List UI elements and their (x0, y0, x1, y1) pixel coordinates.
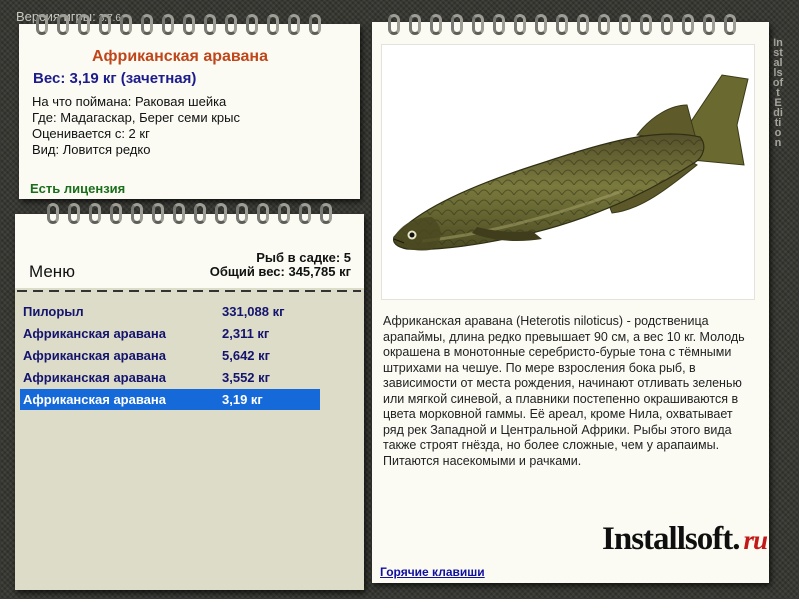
ring-icon (236, 203, 248, 224)
ring-icon (514, 14, 526, 35)
ring-icon (556, 14, 568, 35)
dashed-divider (17, 290, 361, 292)
ring-icon (267, 14, 279, 35)
catch-weight: 3,19 кг (222, 392, 263, 407)
brand-tld: ru (743, 525, 767, 555)
catch-weight: 331,088 кг (222, 304, 285, 319)
ring-icon (47, 203, 59, 224)
ring-icon (152, 203, 164, 224)
ring-icon (535, 14, 547, 35)
ring-icon (724, 14, 736, 35)
ring-icon (110, 203, 122, 224)
ring-icon (57, 14, 69, 35)
version-number: 3.7.6 (98, 13, 121, 24)
ring-icon (89, 203, 101, 224)
catch-row-selected[interactable] (20, 389, 320, 410)
ring-icon (120, 14, 132, 35)
ring-icon (430, 14, 442, 35)
arowana-fish-icon (382, 45, 754, 299)
bottom-card-rings (47, 203, 341, 224)
fish-title: Африканская аравана (92, 48, 268, 65)
ring-icon (278, 203, 290, 224)
catch-name: Пилорыл (23, 304, 84, 319)
edition-side-label: Installsoft Edition (772, 37, 784, 149)
version-text: Версия игры: (16, 9, 96, 24)
catch-name: Африканская аравана (23, 326, 166, 341)
ring-icon (183, 14, 195, 35)
ring-icon (131, 203, 143, 224)
catch-row[interactable] (20, 367, 320, 388)
license-status: Есть лицензия (30, 181, 126, 196)
ring-icon (246, 14, 258, 35)
ring-icon (288, 14, 300, 35)
ring-icon (472, 14, 484, 35)
ring-icon (451, 14, 463, 35)
ring-icon (215, 203, 227, 224)
ring-icon (68, 203, 80, 224)
ring-icon (682, 14, 694, 35)
ring-icon (204, 14, 216, 35)
brand-name: Installsoft (602, 521, 733, 557)
keepnet-total-weight: Общий вес: 345,785 кг (209, 264, 351, 279)
catch-name: Африканская аравана (23, 392, 166, 407)
hotkeys-link[interactable]: Горячие клавиши (380, 565, 485, 579)
brand-dot: . (732, 521, 740, 557)
ring-icon (598, 14, 610, 35)
ring-icon (493, 14, 505, 35)
fish-bait: На что поймана: Раковая шейка (32, 94, 227, 109)
keepnet-count: Рыб в садке: 5 (256, 250, 351, 265)
ring-icon (173, 203, 185, 224)
ring-icon (409, 14, 421, 35)
catch-row[interactable] (20, 301, 320, 322)
ring-icon (320, 203, 332, 224)
fish-min-weight: Оценивается с: 2 кг (32, 126, 150, 141)
ring-icon (309, 14, 321, 35)
ring-icon (78, 14, 90, 35)
ring-icon (141, 14, 153, 35)
installsoft-logo (602, 521, 767, 558)
fish-weight: Вес: 3,19 кг (зачетная) (33, 70, 197, 87)
ring-icon (225, 14, 237, 35)
right-card-rings (388, 14, 745, 35)
ring-icon (257, 203, 269, 224)
catch-name: Африканская аравана (23, 370, 166, 385)
catch-row[interactable] (20, 345, 320, 366)
fish-rarity: Вид: Ловится редко (32, 142, 151, 157)
ring-icon (99, 14, 111, 35)
ring-icon (703, 14, 715, 35)
catch-weight: 3,552 кг (222, 370, 271, 385)
ring-icon (36, 14, 48, 35)
ring-icon (661, 14, 673, 35)
ring-icon (577, 14, 589, 35)
catch-name: Африканская аравана (23, 348, 166, 363)
fish-description: Африканская аравана (Heterotis niloticus) - родственица арапаймы, длина редко превышает 90 см, а вес 10 кг. Молодь окрашена в монотонные серебристо-бурые тона с тёмными штрихами на чешуе. По мере взросления бока рыб, в зависимости от места рождения, начинают отливать зеленью или мягкой синевой, а плавники постепенно окрашиваются в цвета морковной гаммы. Её ареал, кроме Нила, охватывает ряд рек Западной и Центральной Африки. Рыбы этого вида также строят гнёзда, но более сложные, чем у арапаимы. Питаются насекомыми и рачками. (383, 314, 745, 468)
catch-weight: 2,311 кг (222, 326, 270, 341)
menu-button[interactable]: Меню (29, 262, 75, 281)
ring-icon (388, 14, 400, 35)
ring-icon (619, 14, 631, 35)
catch-weight: 5,642 кг (222, 348, 271, 363)
fish-location: Где: Мадагаскар, Берег семи крыс (32, 110, 240, 125)
top-card-rings (36, 14, 330, 35)
ring-icon (299, 203, 311, 224)
ring-icon (640, 14, 652, 35)
ring-icon (162, 14, 174, 35)
ring-icon (194, 203, 206, 224)
catch-row[interactable] (20, 323, 320, 344)
fish-photo (381, 44, 755, 300)
